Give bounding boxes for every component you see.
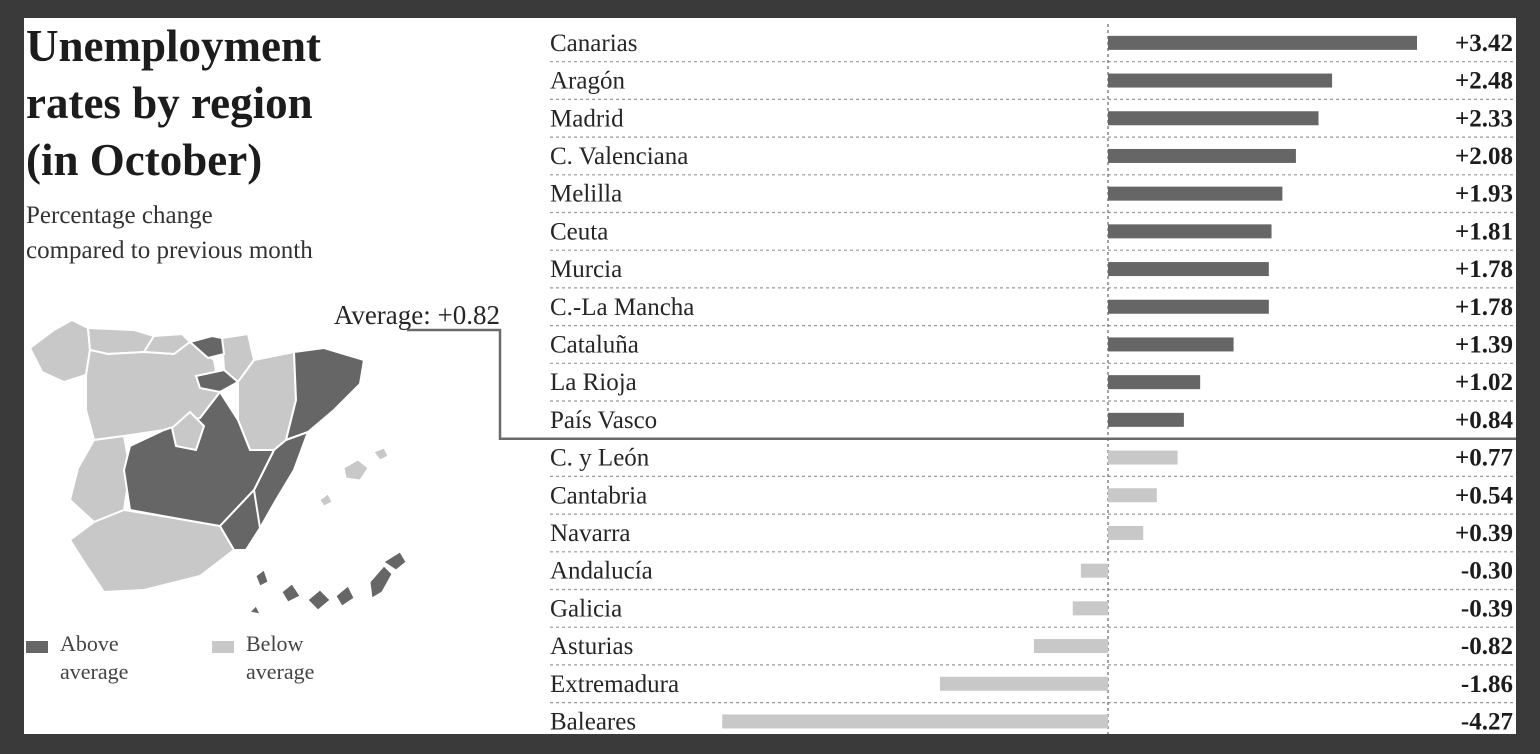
region-label: País Vasco — [550, 406, 658, 434]
value-label: +0.77 — [1455, 444, 1513, 472]
bar — [1108, 375, 1200, 389]
region-label: La Rioja — [550, 369, 637, 397]
region-label: Murcia — [550, 256, 623, 284]
region-label: Navarra — [550, 519, 631, 547]
chart-subtitle-line: compared to previous month — [26, 237, 313, 264]
region-label: Cantabria — [550, 482, 648, 510]
value-label: -4.27 — [1460, 708, 1513, 734]
region-label: Asturias — [550, 633, 634, 661]
legend-label-line: average — [246, 659, 315, 684]
bar — [1108, 337, 1234, 351]
value-label: -1.86 — [1460, 670, 1513, 698]
infographic-panel — [24, 18, 1516, 734]
value-label: +1.78 — [1455, 256, 1513, 284]
value-label: -0.82 — [1460, 633, 1513, 661]
value-label: +2.08 — [1455, 142, 1513, 170]
bar — [1034, 639, 1108, 653]
bar — [1108, 74, 1332, 88]
value-label: +1.78 — [1455, 293, 1513, 321]
region-label: Ceuta — [550, 218, 609, 246]
value-label: +1.93 — [1455, 180, 1513, 208]
value-label: +2.48 — [1455, 67, 1513, 95]
bar — [1108, 451, 1178, 465]
value-label: +1.81 — [1455, 218, 1513, 246]
value-label: -0.30 — [1460, 557, 1513, 585]
region-label: Madrid — [550, 105, 624, 133]
chart-title-line: (in October) — [26, 135, 263, 185]
bar — [1108, 488, 1157, 502]
bar — [1108, 300, 1269, 314]
value-label: +1.02 — [1455, 369, 1513, 397]
legend-label-line: Below — [246, 631, 304, 656]
bar — [1108, 111, 1319, 125]
value-label: +3.42 — [1455, 29, 1513, 57]
bar — [1108, 36, 1417, 50]
value-label: +1.39 — [1455, 331, 1513, 359]
value-label: +0.54 — [1455, 482, 1513, 510]
bar — [1108, 187, 1282, 201]
region-label: C. y León — [550, 444, 650, 472]
bar — [1108, 224, 1272, 238]
bar-chart — [24, 18, 1516, 734]
bar — [722, 714, 1108, 728]
value-label: +2.33 — [1455, 105, 1513, 133]
chart-title-line: Unemployment — [26, 21, 321, 71]
bar — [1108, 262, 1269, 276]
value-label: +0.84 — [1455, 406, 1513, 434]
chart-subtitle-line: Percentage change — [26, 202, 213, 229]
bar — [1108, 149, 1296, 163]
bar — [1073, 601, 1108, 615]
chart-title-line: rates by region — [26, 78, 313, 128]
region-label: Cataluña — [550, 331, 639, 359]
bar — [1108, 413, 1184, 427]
average-label: Average: +0.82 — [333, 300, 500, 330]
region-label: Canarias — [550, 29, 638, 57]
region-label: Aragón — [550, 67, 625, 95]
bar — [1108, 526, 1143, 540]
region-label: C. Valenciana — [550, 142, 689, 170]
region-label: Baleares — [550, 708, 637, 734]
region-label: Andalucía — [550, 557, 653, 585]
value-label: -0.39 — [1460, 595, 1513, 623]
region-label: C.-La Mancha — [550, 293, 695, 321]
region-label: Melilla — [550, 180, 623, 208]
bar — [1081, 564, 1108, 578]
legend-label-line: average — [60, 659, 129, 684]
legend-label-line: Above — [60, 631, 119, 656]
region-label: Extremadura — [550, 670, 680, 698]
region-label: Galicia — [550, 595, 623, 623]
bar — [940, 677, 1108, 691]
value-label: +0.39 — [1455, 519, 1513, 547]
